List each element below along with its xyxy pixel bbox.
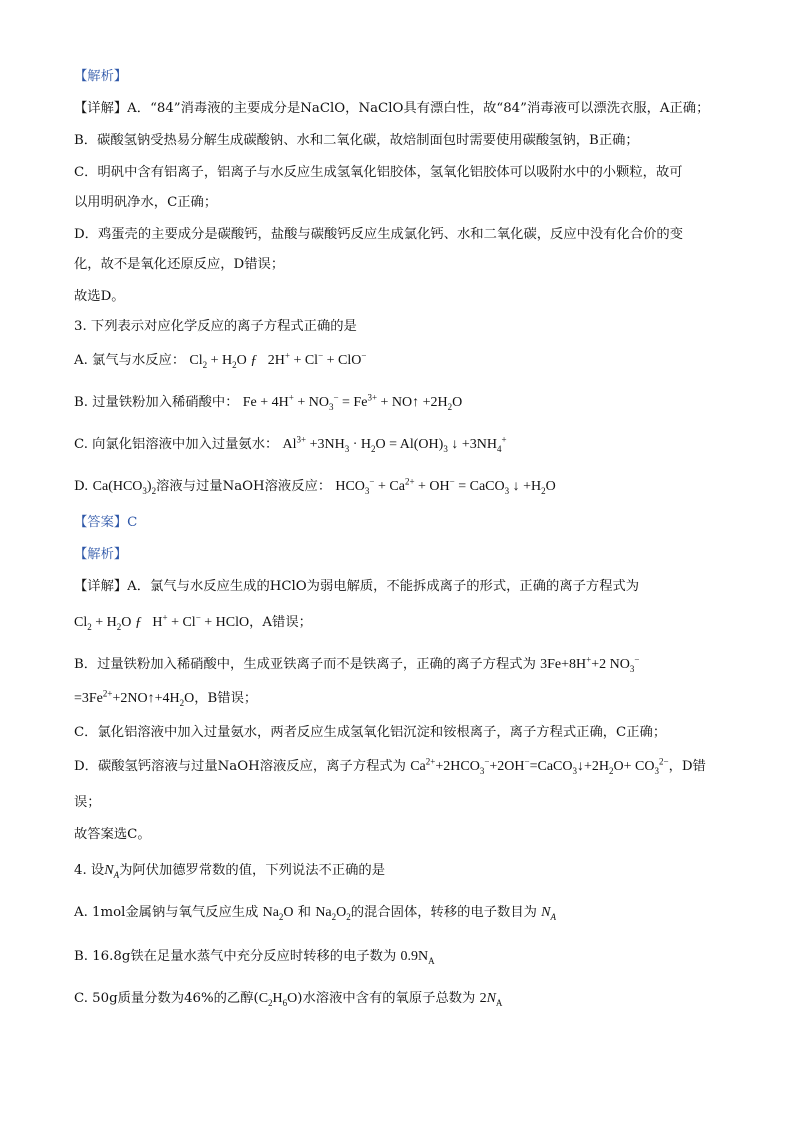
symbol-na: $N_A$: [104, 863, 120, 880]
formula-na2o: $Na_2O$: [262, 905, 294, 922]
equation-3b: $Fe + 4H^+ + NO_3^- = Fe^{3+}$ + NO↑ $+2H_2O$: [242, 392, 463, 412]
conclusion-line-2: 故答案选C。: [74, 827, 151, 842]
option-3d: D. $Ca(HCO_3)_2$溶液与过量NaOH溶液反应： $HCO_3^- + Ca^{2+} + OH^-$ = CaCO$_3$ ↓ $+H_2O$: [74, 476, 556, 496]
detail-line-b: B．过量铁粉加入稀硝酸中，生成亚铁离子而不是铁离子，正确的离子方程式为 3Fe+8H++2 $NO_3^-$: [74, 654, 640, 674]
equation-3c: $Al^{3+} +3NH_3 \cdot H_2O = Al(OH)_3$ ↓ $+3NH_4^+$: [282, 434, 507, 454]
equation-correct-d: $Ca^{2+}+2HCO_3^-+2OH^-=CaCO_3↓+2H_2O+ CO_3^{2-}$: [410, 756, 669, 776]
option-4c: C. 50g质量分数为46%的乙醇$(C_2H_6O)$水溶液中含有的氧原子总数为 $2N_A$: [74, 991, 503, 1008]
equation-correct-b-part1: 3Fe+8H++2 $NO_3^-$: [540, 654, 640, 674]
option-3c: C. 向氯化铝溶液中加入过量氨水： $Al^{3+} +3NH_3 \cdot H_2O = Al(OH)_3$ ↓ $+3NH_4^+$: [74, 434, 507, 454]
detail-line-d-cont: 误；: [74, 795, 101, 810]
conclusion-line-1: 故选D。: [74, 289, 125, 304]
detail-line-c: C．氯化铝溶液中加入过量氨水，两者反应生成氢氧化铝沉淀和铵根离子，离子方程式正确，C正确；: [74, 725, 667, 740]
detail-line-3: C．明矾中含有铝离子，铝离子与水反应生成氢氧化铝胶体，氢氧化铝胶体可以吸附水中的小颗粒，故可: [74, 165, 683, 180]
option-3b: B. 过量铁粉加入稀硝酸中： $Fe + 4H^+ + NO_3^- = Fe^{3+}$ + NO↑ $+2H_2O$: [74, 392, 463, 412]
equation-3d: $HCO_3^- + Ca^{2+} + OH^-$ = CaCO$_3$ ↓ $+H_2O$: [335, 476, 556, 496]
detail-line-2: B．碳酸氢钠受热易分解生成碳酸钠、水和二氧化碳，故焙制面包时需要使用碳酸氢钠，B正确；: [74, 133, 639, 148]
value-09na: $0.9N_A$: [400, 949, 435, 966]
question-3-title: 3. 下列表示对应化学反应的离子方程式正确的是: [74, 319, 357, 334]
answer-tag: 【答案】C: [74, 515, 138, 530]
question-4-title: 4. 设$N_A$为阿伏加德罗常数的值，下列说法不正确的是: [74, 863, 385, 880]
analysis-tag-1: 【解析】: [74, 69, 128, 84]
equation-correct-a: $Cl_2 + H_2O$ ƒ H+ + Cl− + HClO: [74, 612, 250, 632]
option-4a: A. 1mol金属钠与氧气反应生成 $Na_2O$ 和 $Na_2O_2$的混合固体，转移的电子数目为 $N_A$: [74, 905, 556, 922]
option-4b: B. 16.8g铁在足量水蒸气中充分反应时转移的电子数为 $0.9N_A$: [74, 949, 435, 966]
detail-line-a: 【详解】A．氯气与水反应生成的HClO为弱电解质，不能拆成离子的形式，正确的离子方程式为: [74, 579, 640, 594]
detail-line-5: D．鸡蛋壳的主要成分是碳酸钙，盐酸与碳酸钙反应生成氯化钙、水和二氧化碳，反应中没有化合价的变: [74, 227, 684, 242]
equation-correct-b-part2: $=3Fe^{2+}+2NO↑+4H_2O$: [74, 688, 195, 708]
detail-line-b-eq: $=3Fe^{2+}+2NO↑+4H_2O$，B错误；: [74, 688, 258, 708]
analysis-tag-2: 【解析】: [74, 547, 128, 562]
detail-line-d: D．碳酸氢钙溶液与过量NaOH溶液反应，离子方程式为 $Ca^{2+}+2HCO_3^-+2OH^-=CaCO_3↓+2H_2O+ CO_3^{2-}$，D错: [74, 756, 706, 776]
formula-na2o2: $Na_2O_2$: [315, 905, 351, 922]
detail-line-6: 化，故不是氧化还原反应，D错误；: [74, 257, 285, 272]
symbol-na-4a: $N_A$: [541, 905, 556, 922]
value-2na: $2N_A$: [479, 991, 503, 1008]
formula-ca-hco3: $Ca(HCO_3)_2$: [92, 479, 157, 496]
detail-line-4: 以用明矾净水，C正确；: [74, 195, 218, 210]
option-3a: A. 氯气与水反应： $Cl_2 + H_2O$ ƒ 2H+ + Cl− + ClO−: [74, 350, 367, 370]
formula-c2h6o: $C_2H_6O$: [258, 991, 298, 1008]
detail-line-1: 【详解】A．“84”消毒液的主要成分是NaClO，NaClO具有漂白性，故“84”消毒液可以漂洗衣服，A正确；: [74, 101, 710, 116]
detail-line-a-eq: $Cl_2 + H_2O$ ƒ H+ + Cl− + HClO，A错误；: [74, 612, 312, 632]
equation-3a: $Cl_2 + H_2O$ ƒ 2H+ + Cl− + ClO−: [189, 350, 367, 370]
